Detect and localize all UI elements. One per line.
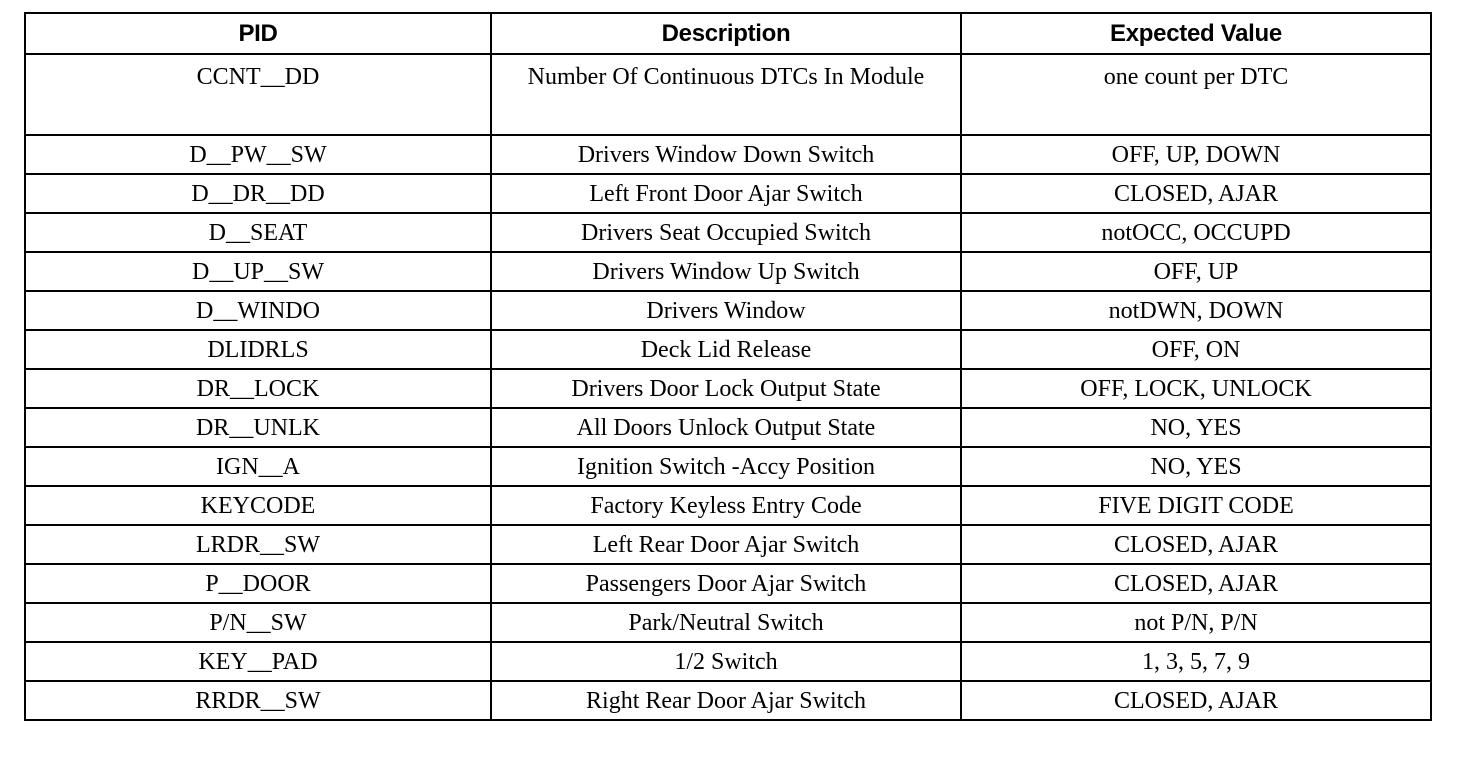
pid-cell: KEY__PAD bbox=[25, 642, 491, 681]
expected-value-cell: CLOSED, AJAR bbox=[961, 681, 1431, 720]
pid-cell: D__UP__SW bbox=[25, 252, 491, 291]
pid-cell: D__SEAT bbox=[25, 213, 491, 252]
table-row bbox=[25, 291, 1431, 330]
table-row bbox=[25, 54, 1431, 135]
table-row bbox=[25, 135, 1431, 174]
description-cell: Drivers Door Lock Output State bbox=[491, 369, 961, 408]
expected-value-cell: CLOSED, AJAR bbox=[961, 525, 1431, 564]
header-expected-value: Expected Value bbox=[961, 13, 1431, 54]
expected-value-cell: FIVE DIGIT CODE bbox=[961, 486, 1431, 525]
description-cell: All Doors Unlock Output State bbox=[491, 408, 961, 447]
expected-value-cell: one count per DTC bbox=[961, 54, 1431, 135]
table-row bbox=[25, 252, 1431, 291]
description-cell: Left Rear Door Ajar Switch bbox=[491, 525, 961, 564]
pid-cell: LRDR__SW bbox=[25, 525, 491, 564]
table-row bbox=[25, 642, 1431, 681]
expected-value-cell: notOCC, OCCUPD bbox=[961, 213, 1431, 252]
description-cell: Drivers Window Up Switch bbox=[491, 252, 961, 291]
pid-table bbox=[24, 12, 1432, 721]
expected-value-cell: notDWN, DOWN bbox=[961, 291, 1431, 330]
expected-value-cell: NO, YES bbox=[961, 447, 1431, 486]
pid-cell: D__PW__SW bbox=[25, 135, 491, 174]
table-row bbox=[25, 174, 1431, 213]
table-row bbox=[25, 408, 1431, 447]
table-row bbox=[25, 564, 1431, 603]
expected-value-cell: OFF, ON bbox=[961, 330, 1431, 369]
pid-cell: P/N__SW bbox=[25, 603, 491, 642]
description-cell: Drivers Seat Occupied Switch bbox=[491, 213, 961, 252]
pid-cell: P__DOOR bbox=[25, 564, 491, 603]
pid-cell: DR__LOCK bbox=[25, 369, 491, 408]
description-cell: Drivers Window bbox=[491, 291, 961, 330]
expected-value-cell: 1, 3, 5, 7, 9 bbox=[961, 642, 1431, 681]
expected-value-cell: NO, YES bbox=[961, 408, 1431, 447]
table-row bbox=[25, 603, 1431, 642]
expected-value-cell: OFF, UP bbox=[961, 252, 1431, 291]
description-cell: Left Front Door Ajar Switch bbox=[491, 174, 961, 213]
expected-value-cell: OFF, UP, DOWN bbox=[961, 135, 1431, 174]
description-cell: Right Rear Door Ajar Switch bbox=[491, 681, 961, 720]
table-row bbox=[25, 213, 1431, 252]
description-cell: 1/2 Switch bbox=[491, 642, 961, 681]
table-row bbox=[25, 369, 1431, 408]
table-row bbox=[25, 525, 1431, 564]
table-row bbox=[25, 486, 1431, 525]
table-row bbox=[25, 447, 1431, 486]
description-cell: Deck Lid Release bbox=[491, 330, 961, 369]
header-row bbox=[25, 13, 1431, 54]
pid-cell: DLIDRLS bbox=[25, 330, 491, 369]
expected-value-cell: CLOSED, AJAR bbox=[961, 174, 1431, 213]
expected-value-cell: CLOSED, AJAR bbox=[961, 564, 1431, 603]
description-cell: Passengers Door Ajar Switch bbox=[491, 564, 961, 603]
pid-cell: IGN__A bbox=[25, 447, 491, 486]
table-row bbox=[25, 330, 1431, 369]
pid-cell: CCNT__DD bbox=[25, 54, 491, 135]
description-cell: Number Of Continuous DTCs In Module bbox=[491, 54, 961, 135]
header-pid: PID bbox=[25, 13, 491, 54]
expected-value-cell: OFF, LOCK, UNLOCK bbox=[961, 369, 1431, 408]
pid-cell: KEYCODE bbox=[25, 486, 491, 525]
pid-cell: RRDR__SW bbox=[25, 681, 491, 720]
pid-cell: D__DR__DD bbox=[25, 174, 491, 213]
description-cell: Ignition Switch -Accy Position bbox=[491, 447, 961, 486]
pid-cell: D__WINDO bbox=[25, 291, 491, 330]
description-cell: Park/Neutral Switch bbox=[491, 603, 961, 642]
pid-cell: DR__UNLK bbox=[25, 408, 491, 447]
header-description: Description bbox=[491, 13, 961, 54]
expected-value-cell: not P/N, P/N bbox=[961, 603, 1431, 642]
table-row bbox=[25, 681, 1431, 720]
description-cell: Factory Keyless Entry Code bbox=[491, 486, 961, 525]
description-cell: Drivers Window Down Switch bbox=[491, 135, 961, 174]
